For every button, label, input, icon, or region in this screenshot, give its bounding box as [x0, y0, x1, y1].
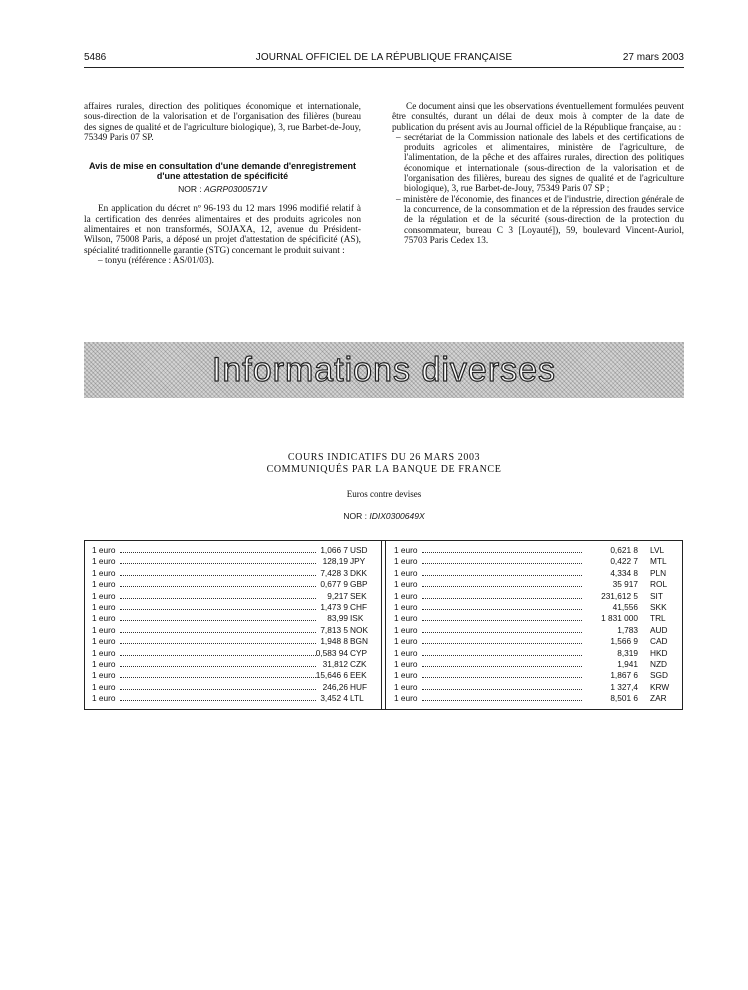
rate-value: 15,646 6	[315, 670, 348, 681]
rate-value: 31,812	[322, 658, 348, 669]
header-rule	[84, 67, 684, 68]
dot-leader	[120, 655, 316, 656]
rate-row	[92, 602, 372, 613]
rate-row	[92, 613, 372, 624]
avis-nor	[84, 184, 361, 194]
rate-value: 1,473 9	[320, 601, 348, 612]
rate-unit: 1 euro	[394, 624, 418, 635]
rates-left-column	[92, 545, 372, 704]
dot-leader	[120, 563, 316, 564]
rate-row	[92, 625, 372, 636]
rate-row	[394, 579, 677, 590]
currency-code: SKK	[650, 601, 667, 612]
page-number: 5486	[84, 52, 107, 63]
currency-code: GBP	[350, 579, 368, 590]
dot-leader	[422, 620, 582, 621]
dot-leader	[422, 563, 582, 564]
rate-unit: 1 euro	[92, 636, 116, 647]
dot-leader	[422, 700, 582, 701]
rate-row	[394, 693, 677, 704]
dot-leader	[120, 586, 316, 587]
rate-value: 231,612 5	[601, 590, 638, 601]
dot-leader	[120, 700, 316, 701]
rate-unit: 1 euro	[394, 636, 418, 647]
rate-unit: 1 euro	[92, 670, 116, 681]
rate-value: 1,948 8	[320, 636, 348, 647]
rate-unit: 1 euro	[92, 601, 116, 612]
rate-value: 83,99	[327, 613, 348, 624]
rate-row	[92, 648, 372, 659]
currency-code: CZK	[350, 658, 367, 669]
rate-unit: 1 euro	[394, 579, 418, 590]
rate-row	[394, 545, 677, 556]
dot-leader	[120, 552, 316, 553]
rate-unit: 1 euro	[394, 613, 418, 624]
currency-code: EEK	[350, 670, 367, 681]
dot-leader	[120, 609, 316, 610]
rate-row	[92, 545, 372, 556]
rate-row	[394, 568, 677, 579]
currency-code: BGN	[350, 636, 368, 647]
dot-leader	[422, 598, 582, 599]
rate-row	[394, 648, 677, 659]
currency-code: USD	[350, 545, 368, 555]
currency-code: LVL	[650, 545, 665, 555]
issue-date: 27 mars 2003	[622, 52, 684, 63]
left-intro-text: affaires rurales, direction des politiques économique et internationale, sous-direction de la valorisation et de l'organisation des filières (bureau des signes de qualité et de l'agriculture biologique), 3, rue Barbet-de-Jouy, 75349 Paris 07 SP.	[84, 102, 361, 143]
rate-unit: 1 euro	[394, 658, 418, 669]
rate-unit: 1 euro	[92, 613, 116, 624]
rate-value: 1,867 6	[610, 670, 638, 681]
rate-unit: 1 euro	[92, 693, 116, 704]
avis-title: Avis de mise en consultation d'une demande d'enregistrement d'une attestation de spécificité	[88, 161, 356, 182]
currency-code: KRW	[650, 681, 670, 692]
rate-value: 0,422 7	[610, 556, 638, 567]
rate-row	[92, 682, 372, 693]
rate-unit: 1 euro	[394, 545, 418, 555]
currency-code: JPY	[350, 556, 366, 567]
rate-value: 41,556	[612, 601, 638, 612]
dot-leader	[422, 632, 582, 633]
rate-unit: 1 euro	[394, 647, 418, 658]
rate-row	[92, 556, 372, 567]
rate-value: 8,319	[617, 647, 638, 658]
dot-leader	[422, 677, 582, 678]
address-item: – secrétariat de la Commission nationale des labels et des certifications de produits agricoles et alimentaires, ministère de l'agriculture, de l'alimentation, de la pêche et des affaires rurales, direction des politiques économique et internationale (sous-direction de la valorisation et de l'organisation des filières, bureau des signes de qualité et de l'agriculture biologique), 3, rue Barbet-de-Jouy, 75349 Paris 07 SP ;	[396, 132, 684, 195]
currency-code: ROL	[650, 579, 668, 590]
avis-nor-code: AGRP0300571V	[204, 184, 267, 195]
currency-code: TRL	[650, 613, 666, 624]
rate-value: 1,066 7	[320, 545, 348, 555]
avis-nor-label: NOR :	[178, 184, 202, 195]
dot-leader	[422, 586, 582, 587]
cours-subtitle: Euros contre devises	[346, 489, 422, 499]
rate-row	[92, 670, 372, 681]
avis-body-text: En application du décret nº 96-193 du 12 mars 1996 modifié relatif à la certification des denrées alimentaires et des produits agricoles non alimentaires et non transformés, SOJAXA, 12, avenue du Président-Wilson, 75008 Paris, a déposé un projet d'attestation de spécificité (AS), spécialité traditionnelle garantie (STG) concernant le produit suivant :	[84, 204, 361, 256]
rates-divider	[385, 540, 386, 710]
currency-code: LTL	[350, 693, 364, 704]
rate-value: 0,583 94	[315, 647, 348, 658]
rate-unit: 1 euro	[394, 601, 418, 612]
rate-row	[92, 591, 372, 602]
dot-leader	[422, 689, 582, 690]
rate-unit: 1 euro	[394, 590, 418, 601]
journal-title: JOURNAL OFFICIEL DE LA RÉPUBLIQUE FRANÇAISE	[255, 52, 513, 63]
rate-row	[92, 568, 372, 579]
dot-leader	[422, 552, 582, 553]
rate-row	[92, 579, 372, 590]
dot-leader	[422, 575, 582, 576]
product-item: – tonyu (référence : AS/01/03).	[98, 255, 214, 266]
rate-value: 1 327,4	[610, 681, 638, 692]
dot-leader	[120, 598, 316, 599]
rates-right-column	[394, 545, 677, 704]
rate-value: 8,501 6	[610, 693, 638, 704]
rate-row	[394, 670, 677, 681]
rate-row	[92, 636, 372, 647]
rate-value: 246,26	[322, 681, 348, 692]
rate-unit: 1 euro	[92, 624, 116, 635]
rate-value: 1,783	[617, 624, 638, 635]
dot-leader	[422, 666, 582, 667]
rate-value: 35 917	[612, 579, 638, 590]
rate-value: 7,813 5	[320, 624, 348, 635]
cours-nor	[84, 511, 684, 521]
rate-row	[92, 659, 372, 670]
rate-unit: 1 euro	[92, 681, 116, 692]
currency-code: ZAR	[650, 693, 667, 704]
rate-row	[92, 693, 372, 704]
left-column	[84, 102, 361, 266]
right-intro-text: Ce document ainsi que les observations éventuellement formulées peuvent être consultés, durant un délai de deux mois à compter de la date de publication du présent avis au Journal officiel de la République française, au :	[392, 102, 684, 133]
rate-row	[394, 556, 677, 567]
rate-value: 1,566 9	[610, 636, 638, 647]
rate-unit: 1 euro	[394, 567, 418, 578]
currency-code: HKD	[650, 647, 668, 658]
currency-code: ISK	[350, 613, 364, 624]
rate-value: 7,428 3	[320, 567, 348, 578]
dot-leader	[120, 575, 316, 576]
rate-value: 1 831 000	[601, 613, 638, 624]
dot-leader	[422, 609, 582, 610]
rate-unit: 1 euro	[394, 681, 418, 692]
currency-code: SGD	[650, 670, 668, 681]
right-column	[392, 102, 684, 246]
section-banner	[84, 342, 684, 398]
rate-unit: 1 euro	[92, 545, 116, 555]
dot-leader	[120, 677, 316, 678]
dot-leader	[120, 666, 316, 667]
rate-value: 9,217	[327, 590, 348, 601]
dot-leader	[422, 655, 582, 656]
rate-row	[394, 591, 677, 602]
dot-leader	[120, 689, 316, 690]
cours-title-line-2: COMMUNIQUÉS PAR LA BANQUE DE FRANCE	[266, 464, 502, 475]
rate-unit: 1 euro	[92, 567, 116, 578]
cours-nor-label: NOR :	[343, 511, 367, 521]
currency-code: PLN	[650, 567, 667, 578]
rate-row	[394, 636, 677, 647]
currency-code: SIT	[650, 590, 663, 601]
rate-unit: 1 euro	[92, 658, 116, 669]
currency-code: CYP	[350, 647, 368, 658]
currency-code: CAD	[650, 636, 668, 647]
rate-row	[394, 625, 677, 636]
dot-leader	[120, 643, 316, 644]
dot-leader	[120, 632, 316, 633]
currency-code: DKK	[350, 567, 368, 578]
rate-row	[394, 659, 677, 670]
rate-unit: 1 euro	[394, 556, 418, 567]
rate-row	[394, 682, 677, 693]
currency-code: NOK	[350, 624, 368, 635]
page-header	[84, 52, 684, 68]
rate-value: 0,677 9	[320, 579, 348, 590]
rate-unit: 1 euro	[92, 647, 116, 658]
currency-code: SEK	[350, 590, 367, 601]
rate-value: 3,452 4	[320, 693, 348, 704]
rate-value: 1,941	[617, 658, 638, 669]
cours-title-line-1: COURS INDICATIFS DU 26 MARS 2003	[287, 452, 481, 463]
rate-value: 4,334 8	[610, 567, 638, 578]
banner-title: Informations diverses	[211, 351, 557, 389]
rate-row	[394, 602, 677, 613]
currency-code: MTL	[650, 556, 667, 567]
currency-code: HUF	[350, 681, 368, 692]
rates-divider	[381, 540, 382, 710]
cours-nor-code: IDIX0300649X	[369, 511, 425, 521]
rate-row	[394, 613, 677, 624]
currency-code: NZD	[650, 658, 668, 669]
currency-code: AUD	[650, 624, 668, 635]
address-item: – ministère de l'économie, des finances et de l'industrie, direction générale de la concurrence, de la consommation et de la répression des fraudes service de la régulation et de la sécurité (sous-direction de la protection du consommateur, bureau C 3 [Loyauté]), 59, boulevard Vincent-Auriol, 75703 Paris Cedex 13.	[396, 194, 684, 246]
rate-unit: 1 euro	[394, 693, 418, 704]
rate-unit: 1 euro	[92, 579, 116, 590]
dot-leader	[422, 643, 582, 644]
rate-value: 0,621 8	[610, 545, 638, 555]
dot-leader	[120, 620, 316, 621]
rate-value: 128,19	[322, 556, 348, 567]
currency-code: CHF	[350, 601, 368, 612]
rate-unit: 1 euro	[394, 670, 418, 681]
rate-unit: 1 euro	[92, 590, 116, 601]
rate-unit: 1 euro	[92, 556, 116, 567]
cours-title	[84, 452, 684, 476]
